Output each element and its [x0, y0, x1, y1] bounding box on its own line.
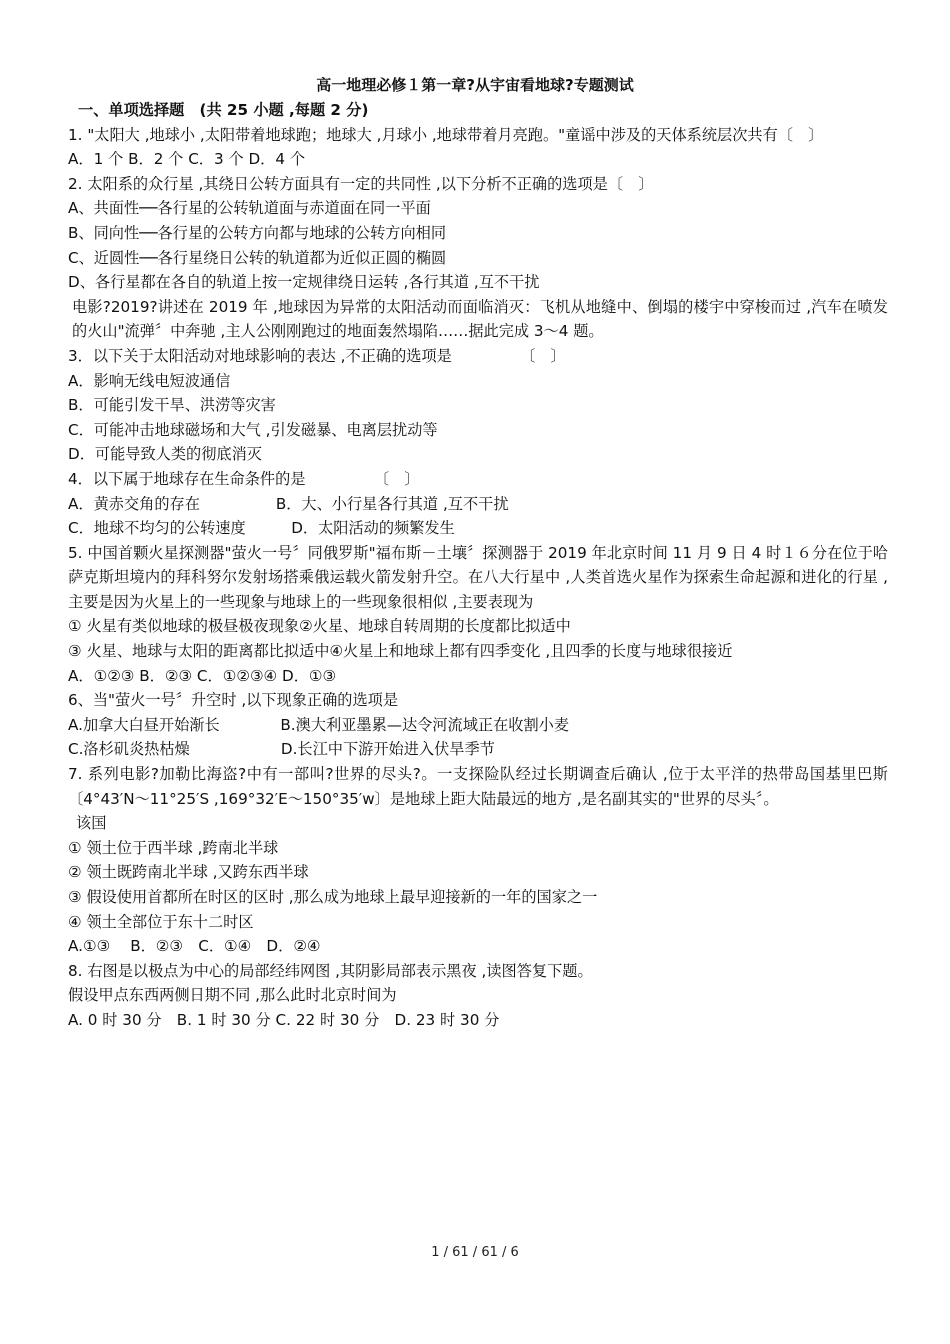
- document-body: [68, 98, 888, 1033]
- question-7-stem: 7. 系列电影?加勒比海盗?中有一部叫?世界的尽头?。一支探险队经过长期调查后确认 ,位于太平洋的热带岛国基里巴斯〔4°43′N～11°25′S ,169°32′E～150°35′w〕是地球上距大陆最远的地方 ,是名副其实的"世界的尽头〞。: [68, 765, 888, 808]
- question-7-options: A.①③ B．②③ C．①④ D．②④: [68, 937, 321, 956]
- page-number: 1 / 61 / 61 / 6: [431, 1245, 519, 1260]
- question-1-options: A．1 个 B．2 个 C．3 个 D．4 个: [68, 150, 306, 169]
- question-2-option-d: D、各行星都在各自的轨道上按一定规律绕日运转 ,各行其道 ,互不干扰: [68, 273, 540, 292]
- question-5-options: A．①②③ B．②③ C．①②③④ D．①③: [68, 666, 337, 685]
- question-4-options-ab: A．黄赤交角的存在 B．大、小行星各行其道 ,互不干扰: [68, 494, 509, 513]
- question-3-stem: 3．以下关于太阳活动对地球影响的表达 ,不正确的选项是 〔 〕: [68, 346, 566, 365]
- question-5-statement-3-4: ③ 火星、地球与太阳的距离都比拟适中④火星上和地球上都有四季变化 ,且四季的长度与地球很接近: [68, 642, 733, 661]
- question-8-options: A. 0 时 30 分 B. 1 时 30 分 C. 22 时 30 分 D. 23 时 30 分: [68, 1010, 500, 1029]
- question-7-statement-3: ③ 假设使用首都所在时区的区时 ,那么成为地球上最早迎接新的一年的国家之一: [68, 888, 598, 906]
- question-3-option-a: A．影响无线电短波通信: [68, 371, 231, 390]
- question-6-stem: 6、当"萤火一号〞升空时 ,以下现象正确的选项是: [68, 691, 399, 710]
- question-7-statement-1: ① 领土位于西半球 ,跨南北半球: [68, 838, 279, 857]
- question-3-option-c: C．可能冲击地球磁场和大气 ,引发磁暴、电离层扰动等: [68, 420, 438, 439]
- question-7-lead: 该国: [76, 814, 107, 833]
- question-2-option-b: B、同向性──各行星的公转方向都与地球的公转方向相同: [68, 223, 447, 242]
- question-3-option-d: D．可能导致人类的彻底消灭: [68, 445, 262, 464]
- question-6-options-cd: C.洛杉矶炎热枯燥 D.长江中下游开始进入伏旱季节: [68, 740, 495, 759]
- question-7-statement-4: ④ 领土全部位于东十二时区: [68, 912, 254, 931]
- question-5-statement-1-2: ① 火星有类似地球的极昼极夜现象②火星、地球自转周期的长度都比拟适中: [68, 617, 571, 636]
- section-heading: 一、单项选择题 (共 25 小题 ,每题 2 分): [78, 101, 369, 119]
- question-6-options-ab: A.加拿大白昼开始渐长 B.澳大利亚墨累—达令河流域正在收割小麦: [68, 715, 570, 734]
- question-4-options-cd: C．地球不均匀的公转速度 D．太阳活动的频繁发生: [68, 519, 455, 538]
- question-7-statement-2: ② 领土既跨南北半球 ,又跨东西半球: [68, 863, 309, 882]
- question-8-stem: 8. 右图是以极点为中心的局部经纬网图 ,其阴影局部表示黑夜 ,读图答复下题。: [68, 961, 593, 980]
- question-4-stem: 4．以下属于地球存在生命条件的是 〔 〕: [68, 469, 420, 488]
- question-2-option-c: C、近圆性──各行星绕日公转的轨道都为近似正圆的椭圆: [68, 248, 447, 267]
- question-1-stem: 1. "太阳大 ,地球小 ,太阳带着地球跑；地球大 ,月球小 ,地球带着月亮跑。"童谣中涉及的天体系统层次共有〔 〕: [68, 125, 824, 144]
- question-2-stem: 2. 太阳系的众行星 ,其绕日公转方面具有一定的共同性 ,以下分析不正确的选项是〔 〕: [68, 174, 654, 193]
- question-5-stem: 5. 中国首颗火星探测器"萤火一号〞同俄罗斯"福布斯－土壤〞探测器于 2019 年北京时间 11 月 9 日 4 时１６分在位于哈萨克斯坦境内的拜科努尔发射场搭乘俄运载火箭发射升空。在八大行星中 ,人类首选火星作为探索生命起源和进化的行星 ,主要是因为火星上的一些现象与地球上的一些现象很相似 ,主要表现为: [68, 543, 888, 611]
- question-3-option-b: B．可能引发干旱、洪涝等灾害: [68, 396, 276, 415]
- document-title: 高一地理必修１第一章?从宇宙看地球?专题测试: [316, 76, 634, 94]
- question-2-option-a: A、共面性──各行星的公转轨道面与赤道面在同一平面: [68, 199, 431, 218]
- question-8-condition: 假设甲点东西两侧日期不同 ,那么此时北京时间为: [68, 986, 397, 1005]
- movie-passage: 电影?2019?讲述在 2019 年 ,地球因为异常的太阳活动而面临消灭：飞机从地缝中、倒塌的楼宇中穿梭而过 ,汽车在喷发的火山"流弹〞中奔驰 ,主人公刚刚跑过的地面轰然塌陷……据此完成 3～4 题。: [72, 297, 888, 341]
